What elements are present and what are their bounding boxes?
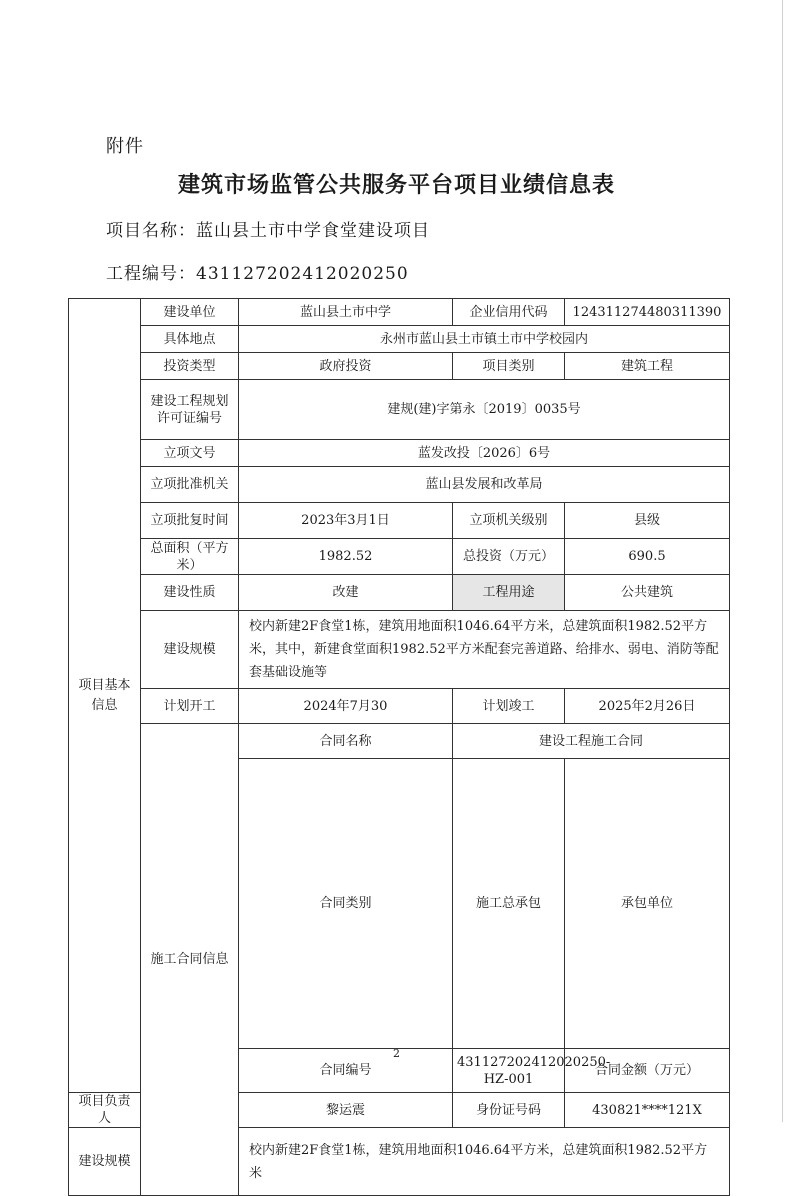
address-label: 具体地点 xyxy=(141,326,239,353)
project-category-label: 项目类别 xyxy=(453,353,565,380)
area-label: 总面积（平方米） xyxy=(141,539,239,575)
contract-type-label: 合同类别 xyxy=(239,759,453,1049)
project-name-line: 项目名称：蓝山县土市中学食堂建设项目 xyxy=(106,221,430,241)
approval-doc-value: 蓝发改投〔2026〕6号 xyxy=(239,440,730,467)
manager-label: 项目负责人 xyxy=(69,1093,141,1128)
table-row xyxy=(69,611,730,689)
table-row xyxy=(69,353,730,380)
usage-label: 工程用途 xyxy=(453,575,565,611)
contractor-label: 承包单位 xyxy=(565,759,730,1049)
scale-label: 建设规模 xyxy=(141,611,239,689)
invest-type-label: 投资类型 xyxy=(141,353,239,380)
approval-doc-label: 立项文号 xyxy=(141,440,239,467)
credit-code-label: 企业信用代码 xyxy=(453,299,565,326)
contract-amount-label: 合同金额（万元） xyxy=(565,1049,730,1093)
table-row xyxy=(69,539,730,575)
section-basic-info: 项目基本信息 xyxy=(69,299,141,1093)
manager-value: 黎运震 xyxy=(239,1093,453,1128)
nature-label: 建设性质 xyxy=(141,575,239,611)
contract-number-label: 合同编号 xyxy=(239,1049,453,1093)
area-value: 1982.52 xyxy=(239,539,453,575)
approval-org-value: 蓝山县发展和改革局 xyxy=(239,467,730,503)
id-number-label: 身份证号码 xyxy=(453,1093,565,1128)
id-number-value: 430821****121X xyxy=(565,1093,730,1128)
permit-value: 建规(建)字第永〔2019〕0035号 xyxy=(239,380,730,440)
contract-type-value: 施工总承包 xyxy=(453,759,565,1049)
table-row xyxy=(69,380,730,440)
approval-level-label: 立项机关级别 xyxy=(453,503,565,539)
permit-label: 建设工程规划许可证编号 xyxy=(141,380,239,440)
invest-type-value: 政府投资 xyxy=(239,353,453,380)
table-row xyxy=(69,467,730,503)
contract-number-value: 431127202412020250-HZ-001 xyxy=(453,1049,565,1093)
scale-value: 校内新建2F食堂1栋，建筑用地面积1046.64平方米，总建筑面积1982.52平方米，其中，新建食堂面积1982.52平方米配套完善道路、给排水、弱电、消防等配套基础设施等 xyxy=(239,611,730,689)
total-invest-value: 690.5 xyxy=(565,539,730,575)
plan-end-label: 计划竣工 xyxy=(453,689,565,724)
approval-org-label: 立项批准机关 xyxy=(141,467,239,503)
attachment-label: 附件 xyxy=(106,136,144,157)
usage-value: 公共建筑 xyxy=(565,575,730,611)
page-number: 2 xyxy=(393,1047,400,1060)
table-row xyxy=(69,440,730,467)
contract-scale-label: 建设规模 xyxy=(69,1128,141,1196)
unit-label: 建设单位 xyxy=(141,299,239,326)
contract-name-label: 合同名称 xyxy=(239,724,453,759)
plan-start-label: 计划开工 xyxy=(141,689,239,724)
table-row xyxy=(69,575,730,611)
table-row xyxy=(69,689,730,724)
contract-name-value: 建设工程施工合同 xyxy=(453,724,730,759)
document-title: 建筑市场监管公共服务平台项目业绩信息表 xyxy=(177,173,615,198)
credit-code-value: 124311274480311390 xyxy=(565,299,730,326)
approval-level-value: 县级 xyxy=(565,503,730,539)
table-row xyxy=(69,326,730,353)
plan-end-value: 2025年2月26日 xyxy=(565,689,730,724)
total-invest-label: 总投资（万元） xyxy=(453,539,565,575)
project-info-table xyxy=(68,298,730,1196)
approval-time-value: 2023年3月1日 xyxy=(239,503,453,539)
table-row xyxy=(69,299,730,326)
project-category-value: 建筑工程 xyxy=(565,353,730,380)
contract-scale-value: 校内新建2F食堂1栋，建筑用地面积1046.64平方米，总建筑面积1982.52平方米 xyxy=(239,1128,730,1196)
section-contract-info: 施工合同信息 xyxy=(141,724,239,1196)
plan-start-value: 2024年7月30 xyxy=(239,689,453,724)
address-value: 永州市蓝山县土市镇土市中学校园内 xyxy=(239,326,730,353)
project-code-line: 工程编号：431127202412020250 xyxy=(106,264,409,284)
table-row xyxy=(69,503,730,539)
unit-value: 蓝山县土市中学 xyxy=(239,299,453,326)
table-row xyxy=(69,724,730,759)
approval-time-label: 立项批复时间 xyxy=(141,503,239,539)
nature-value: 改建 xyxy=(239,575,453,611)
